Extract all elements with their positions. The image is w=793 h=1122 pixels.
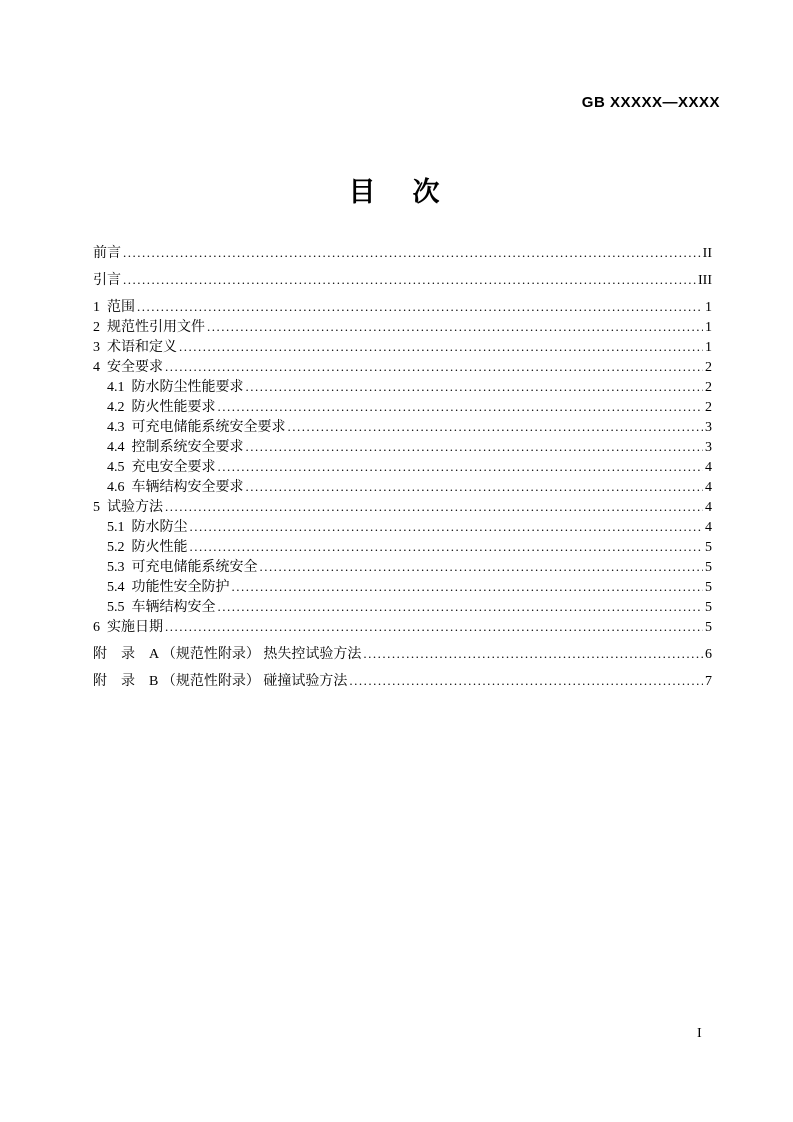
toc-entry[interactable] — [93, 337, 712, 357]
toc-entry-label: 4.2 防火性能要求 — [107, 400, 216, 415]
toc-entry[interactable] — [93, 457, 712, 477]
dot-leader — [218, 597, 704, 617]
footer-page-number: I — [697, 1026, 702, 1041]
toc-entry[interactable] — [93, 397, 712, 417]
dot-leader — [123, 270, 696, 290]
toc-entry[interactable] — [93, 243, 712, 263]
toc-entry-label: 6 实施日期 — [93, 620, 163, 635]
dot-leader — [165, 357, 703, 377]
toc-page-number: 2 — [705, 380, 712, 395]
toc-entry-label: 4.5 充电安全要求 — [107, 460, 216, 475]
dot-leader — [349, 671, 703, 691]
dot-leader — [246, 437, 704, 457]
toc-page-number: 5 — [705, 580, 712, 595]
toc-page-number: 1 — [705, 300, 712, 315]
dot-leader — [288, 417, 704, 437]
toc-page-number: 3 — [705, 420, 712, 435]
toc-entry-label: 引言 — [93, 273, 121, 288]
toc-page-number: 5 — [705, 620, 712, 635]
toc-page-number: 5 — [705, 600, 712, 615]
toc-entry-label: 4 安全要求 — [93, 360, 163, 375]
toc-page-number: 5 — [705, 560, 712, 575]
toc-entry-label: 5 试验方法 — [93, 500, 163, 515]
toc-entry-label: 附 录 A （规范性附录） 热失控试验方法 — [93, 647, 362, 662]
toc-entry[interactable] — [93, 617, 712, 637]
toc-entry[interactable] — [93, 644, 712, 664]
toc-entry[interactable] — [93, 437, 712, 457]
toc-entry-label: 4.4 控制系统安全要求 — [107, 440, 244, 455]
toc-page-number: 4 — [705, 480, 712, 495]
toc-page-number: 7 — [705, 674, 712, 689]
toc-page-number: 4 — [705, 500, 712, 515]
toc-entry-label: 5.3 可充电储能系统安全 — [107, 560, 258, 575]
toc-entry[interactable] — [93, 557, 712, 577]
toc-entry-label: 4.1 防水防尘性能要求 — [107, 380, 244, 395]
toc-page-number: 4 — [705, 520, 712, 535]
toc-entry-label: 附 录 B （规范性附录） 碰撞试验方法 — [93, 674, 348, 689]
toc-entry[interactable] — [93, 597, 712, 617]
toc-page-number: 5 — [705, 540, 712, 555]
dot-leader — [207, 317, 703, 337]
dot-leader — [363, 644, 703, 664]
toc-entry[interactable] — [93, 517, 712, 537]
toc-entry[interactable] — [93, 477, 712, 497]
toc-page-number: 2 — [705, 360, 712, 375]
toc-entry-label: 4.3 可充电储能系统安全要求 — [107, 420, 286, 435]
dot-leader — [246, 477, 704, 497]
dot-leader — [179, 337, 703, 357]
dot-leader — [218, 457, 704, 477]
dot-leader — [260, 557, 704, 577]
dot-leader — [165, 617, 703, 637]
dot-leader — [123, 243, 701, 263]
toc-entry-label: 3 术语和定义 — [93, 340, 177, 355]
toc-entry-label: 5.1 防水防尘 — [107, 520, 188, 535]
toc-page-number: 4 — [705, 460, 712, 475]
toc-entry[interactable] — [93, 417, 712, 437]
toc-entry[interactable] — [93, 577, 712, 597]
toc-page-number: 1 — [705, 320, 712, 335]
dot-leader — [190, 517, 704, 537]
dot-leader — [232, 577, 704, 597]
dot-leader — [190, 537, 704, 557]
dot-leader — [165, 497, 703, 517]
toc-entry[interactable] — [93, 537, 712, 557]
toc-entry-label: 4.6 车辆结构安全要求 — [107, 480, 244, 495]
toc-entry[interactable] — [93, 297, 712, 317]
dot-leader — [137, 297, 703, 317]
toc-entry-label: 5.4 功能性安全防护 — [107, 580, 230, 595]
toc-entry[interactable] — [93, 317, 712, 337]
toc-entry-label: 5.2 防火性能 — [107, 540, 188, 555]
toc-page-number: 3 — [705, 440, 712, 455]
dot-leader — [246, 377, 704, 397]
toc-page-number: 6 — [705, 647, 712, 662]
toc-entry[interactable] — [93, 270, 712, 290]
toc-entry-label: 1 范围 — [93, 300, 135, 315]
toc-page-number: 2 — [705, 400, 712, 415]
toc-entry[interactable] — [93, 671, 712, 691]
standard-code: GB XXXXX—XXXX — [581, 94, 720, 111]
toc-entry-label: 5.5 车辆结构安全 — [107, 600, 216, 615]
toc-entry[interactable] — [93, 377, 712, 397]
toc-page-number: 1 — [705, 340, 712, 355]
toc-entry-label: 前言 — [93, 246, 121, 261]
toc-entry[interactable] — [93, 357, 712, 377]
dot-leader — [218, 397, 704, 417]
toc-page-number: II — [702, 246, 712, 261]
page-title: 目 次 — [348, 177, 445, 207]
table-of-contents — [93, 243, 712, 691]
toc-entry-label: 2 规范性引用文件 — [93, 320, 205, 335]
toc-page-number: III — [698, 273, 712, 288]
toc-entry[interactable] — [93, 497, 712, 517]
